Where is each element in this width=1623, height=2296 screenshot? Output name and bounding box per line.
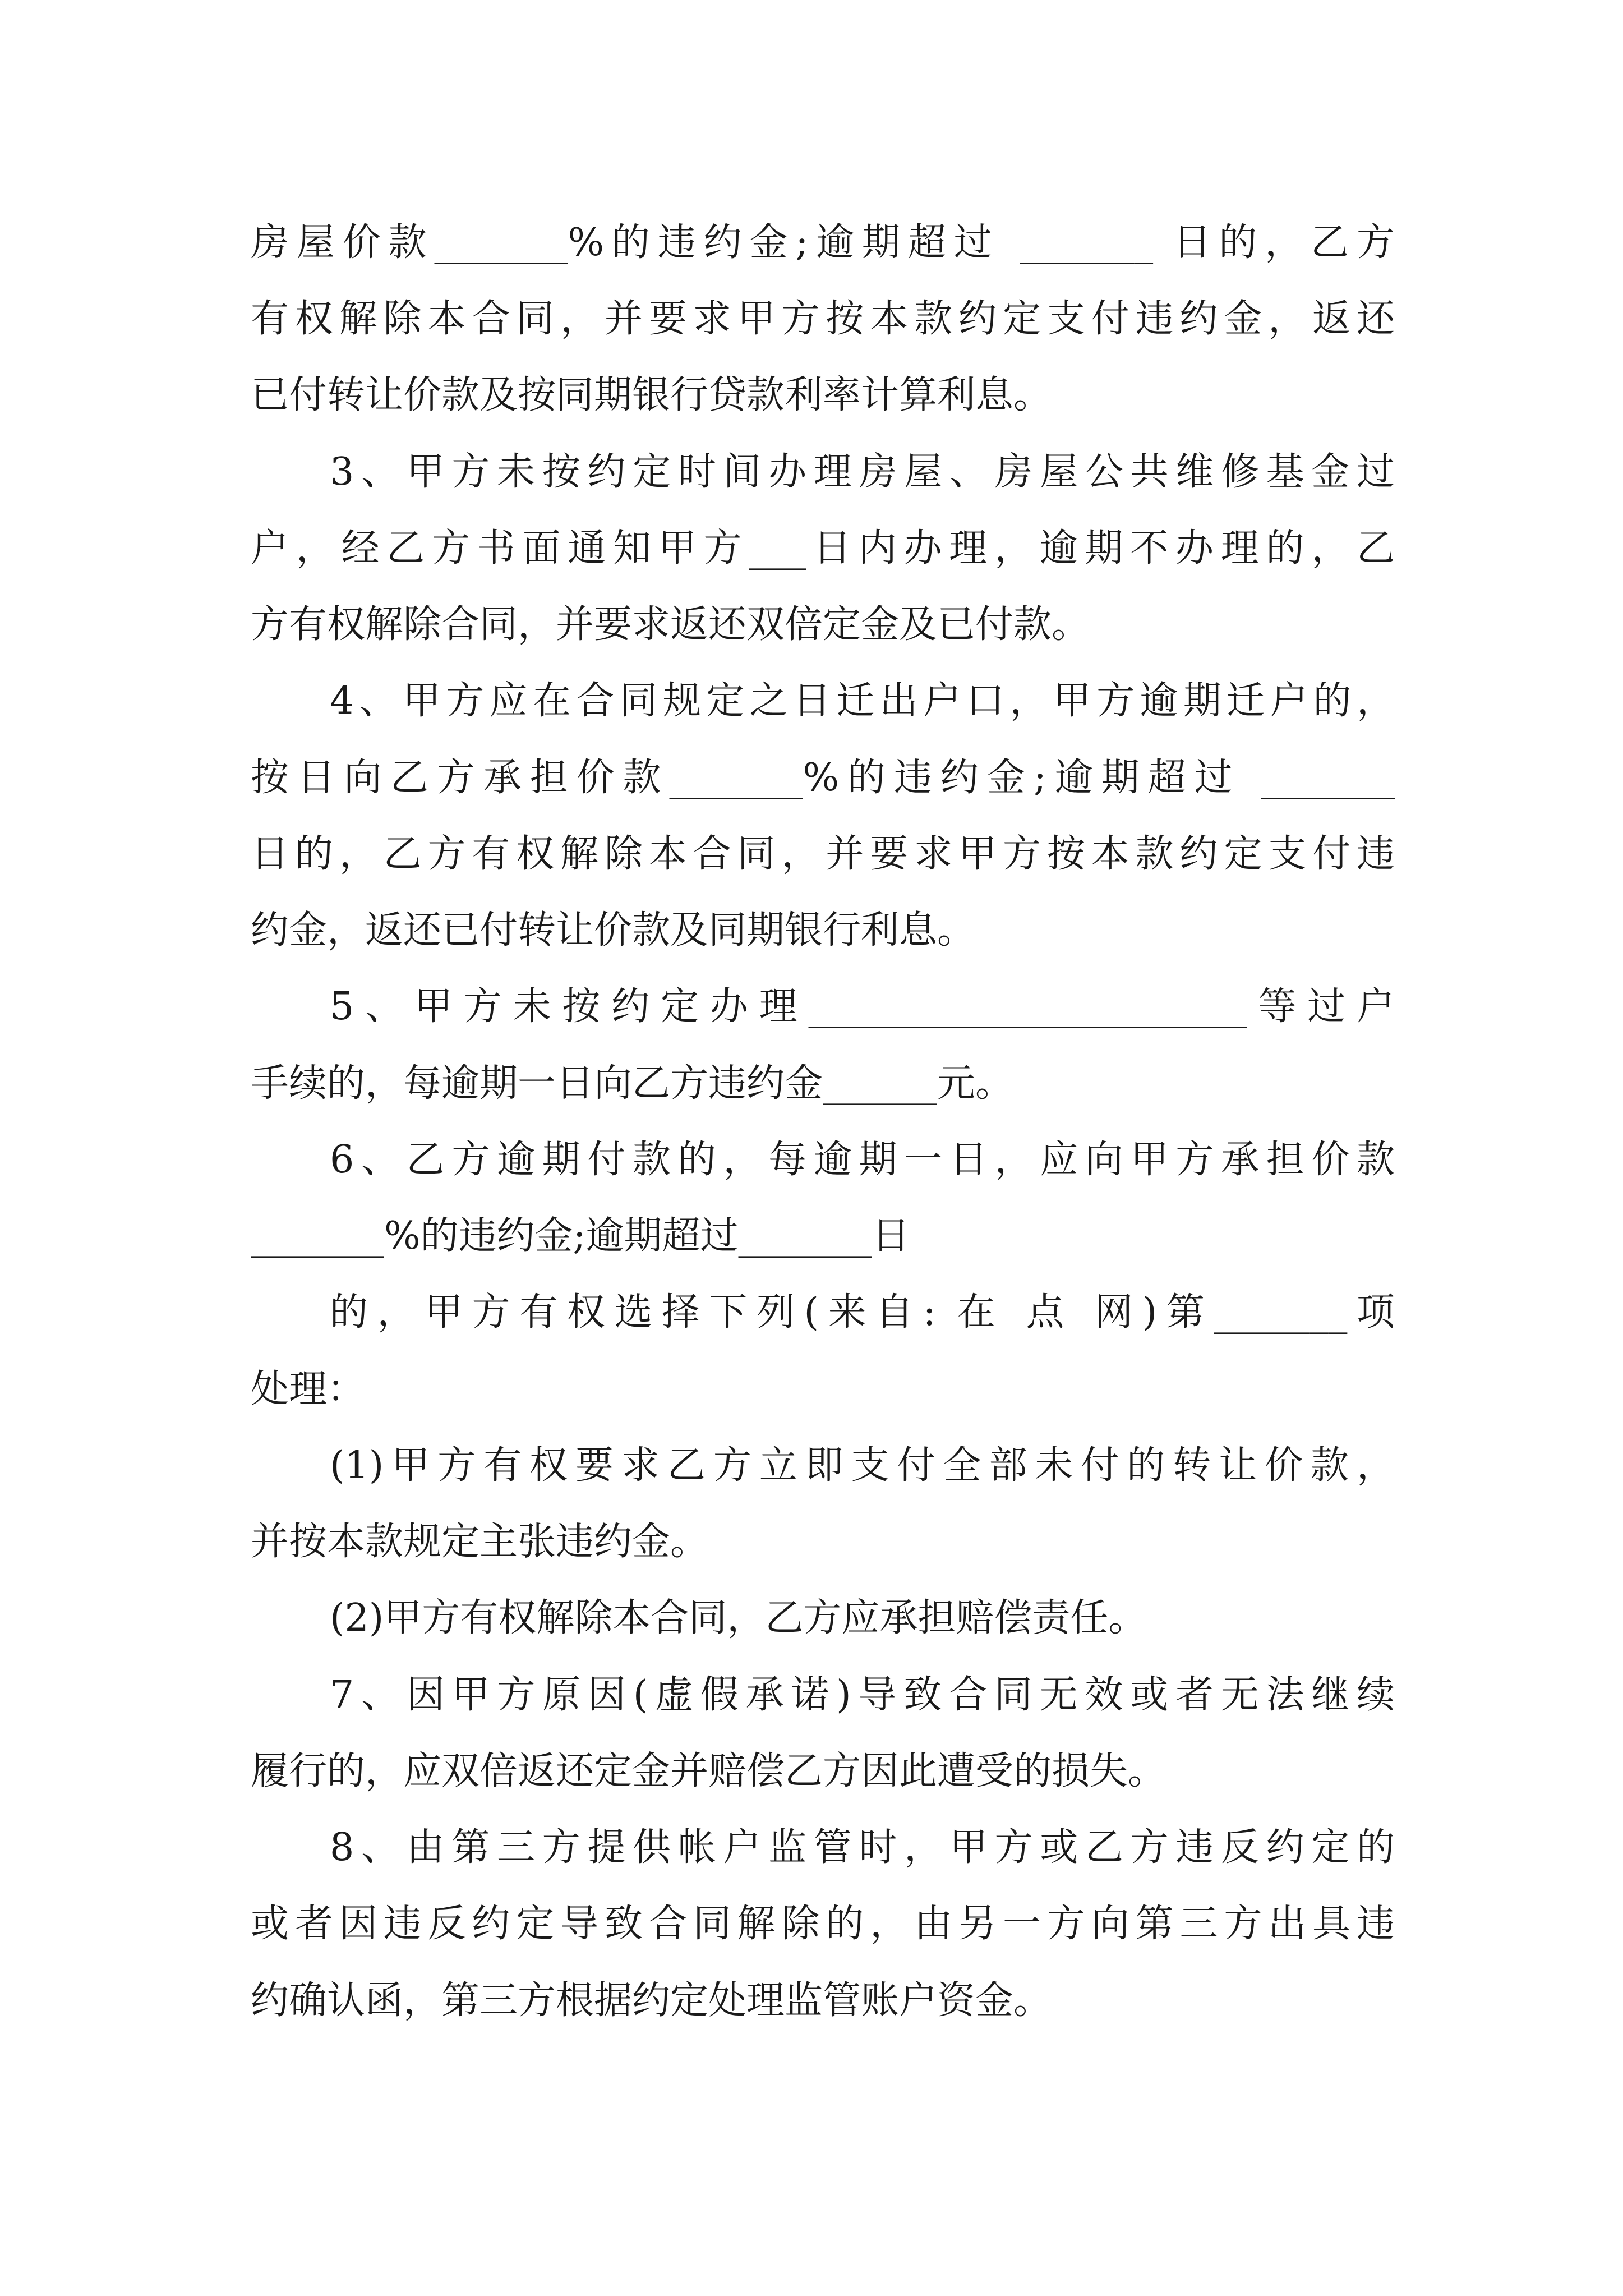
text-line: (1)甲方有权要求乙方立即支付全部未付的转让价款， (330, 1443, 1395, 1488)
text-line: 已付转让价款及按同期银行贷款利率计算利息。 (251, 373, 1052, 417)
text-line: (2)甲方有权解除本合同，乙方应承担赔偿责任。 (330, 1596, 1147, 1640)
text-line: 户，经乙方书面通知甲方___日内办理，逾期不办理的，乙 (251, 526, 1395, 570)
text-line: 约确认函，第三方根据约定处理监管账户资金。 (251, 1978, 1052, 2023)
text-line: 有权解除本合同，并要求甲方按本款约定支付违约金，返还 (251, 297, 1395, 341)
text-line: 6、乙方逾期付款的，每逾期一日，应向甲方承担价款 (330, 1138, 1395, 1182)
text-line: _______%的违约金;逾期超过_______日 (251, 1214, 910, 1258)
text-line: 4、甲方应在合同规定之日迁出户口，甲方逾期迁户的， (330, 679, 1395, 723)
text-line: 房屋价款_______%的违约金;逾期超过 _______ 日的，乙方 (251, 220, 1395, 265)
text-line: 日的，乙方有权解除本合同，并要求甲方按本款约定支付违 (251, 832, 1395, 876)
text-line: 5、甲方未按约定办理_______________________等过户 (330, 984, 1395, 1029)
text-line: 处理： (251, 1367, 366, 1411)
text-line: 约金，返还已付转让价款及同期银行利息。 (251, 908, 976, 953)
text-line: 按日向乙方承担价款_______%的违约金;逾期超过 _______ (251, 756, 1395, 800)
text-line: 方有权解除合同，并要求返还双倍定金及已付款。 (251, 602, 1090, 647)
text-line: 手续的，每逾期一日向乙方违约金______元。 (251, 1061, 1014, 1106)
text-line: 3、甲方未按约定时间办理房屋、房屋公共维修基金过 (330, 450, 1395, 494)
text-line: 并按本款规定主张违约金。 (251, 1520, 709, 1564)
text-line: 8、由第三方提供帐户监管时，甲方或乙方违反约定的 (330, 1825, 1395, 1870)
text-line: 履行的，应双倍返还定金并赔偿乙方因此遭受的损失。 (251, 1749, 1166, 1793)
text-line: 的，甲方有权选择下列(来自: 在 点 网)第_______项 (330, 1290, 1395, 1335)
text-line: 7、因甲方原因(虚假承诺)导致合同无效或者无法继续 (330, 1673, 1395, 1717)
text-line: 或者因违反约定导致合同解除的，由另一方向第三方出具违 (251, 1902, 1395, 1946)
